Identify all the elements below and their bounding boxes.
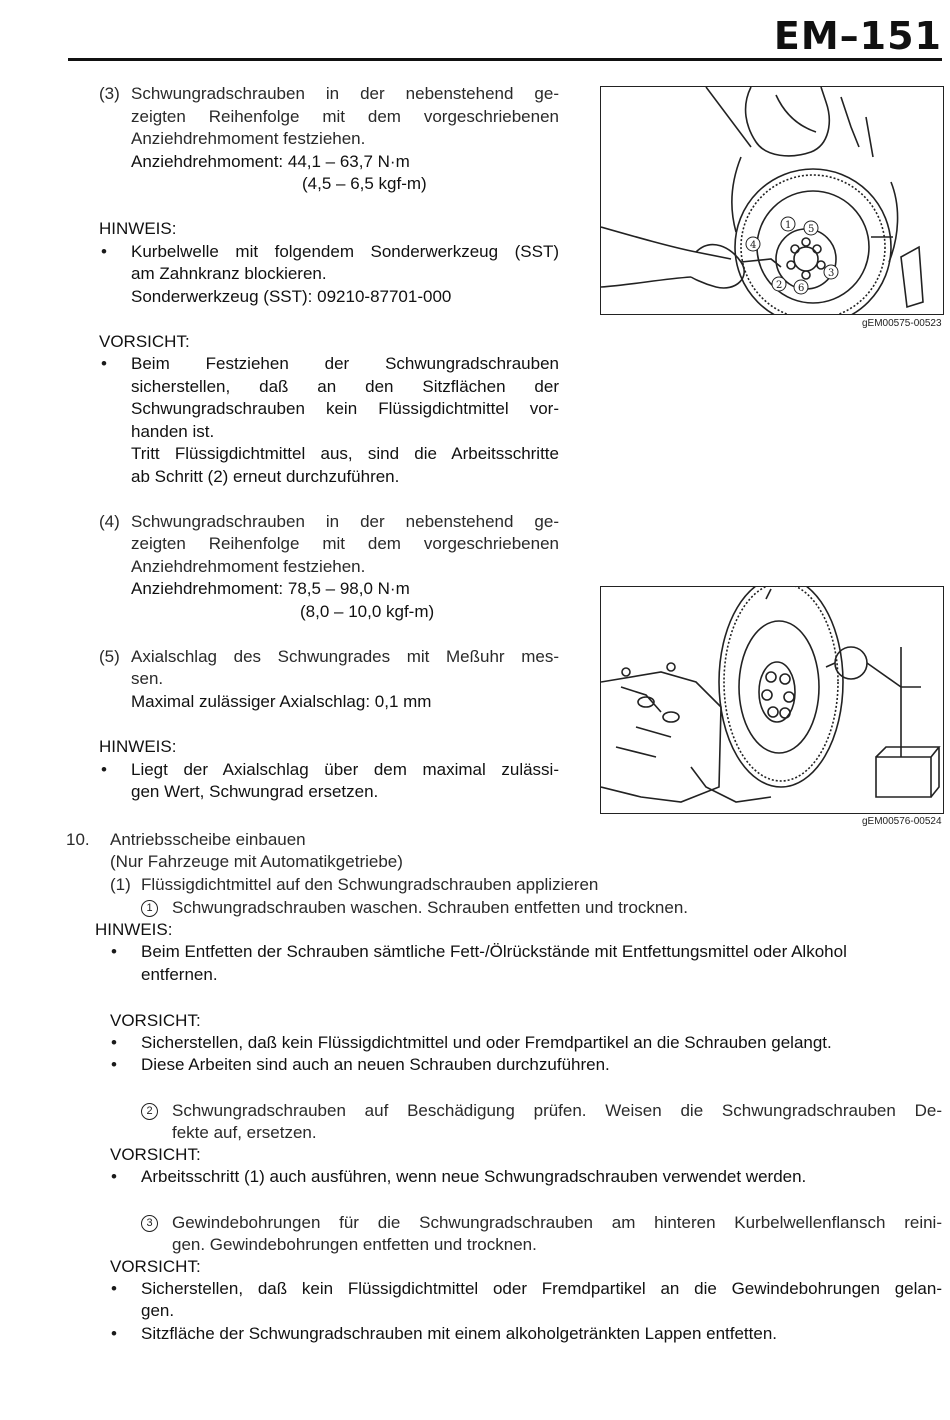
step4-torque-alt: (8,0 – 10,0 kgf-m) (300, 602, 435, 621)
figure-runout-measurement (600, 586, 944, 814)
note1-line2: am Zahnkranz blockieren. (131, 264, 327, 283)
s10-caution3-item2: Sitzfläche der Schwungradschrauben mit einem alkoholgetränkten Lappen entfetten. (141, 1324, 778, 1343)
s10-caution1-title: VORSICHT: (110, 1011, 201, 1030)
step3-line1: Schwungradschrauben in der nebenstehend ge- (131, 84, 559, 103)
step5-line1: Axialschlag des Schwungrades mit Meßuhr mes- (131, 647, 559, 666)
caution1-bullet: • (101, 354, 107, 373)
s10-note-title: HINWEIS: (95, 920, 173, 939)
s10-caution2-title: VORSICHT: (110, 1145, 201, 1164)
note1-line3: Sonderwerkzeug (SST): 09210-87701-000 (131, 287, 452, 306)
step4-line1: Schwungradschrauben in der nebenstehend ge- (131, 512, 559, 531)
step4-line3: Anziehdrehmoment festziehen. (131, 557, 366, 576)
caution1-line5: Tritt Flüssigdichtmittel aus, sind die Arbeitsschritte (131, 444, 559, 463)
caution1-line2: sicherstellen, daß an den Sitzflächen der (131, 377, 559, 396)
s10-step1-text: Flüssigdichtmittel auf den Schwungradschrauben applizieren (141, 875, 599, 894)
s10-caution3-bullet1: • (111, 1279, 117, 1298)
s10-step1-number: (1) (110, 875, 131, 894)
s10-caution1-bullet2: • (111, 1055, 117, 1074)
s10-caution2-bullet: • (111, 1167, 117, 1186)
sub2-line2: fekte auf, ersetzen. (172, 1123, 317, 1142)
sub3-marker: 3 (141, 1215, 158, 1232)
s10-note-line2: entfernen. (141, 965, 218, 984)
sub2-line1: Schwungradschrauben auf Beschädigung prüfen. Weisen die Schwungradschrauben De- (172, 1101, 942, 1120)
step4-torque: Anziehdrehmoment: 78,5 – 98,0 N·m (131, 579, 410, 598)
step5-limit: Maximal zulässiger Axialschlag: 0,1 mm (131, 692, 432, 711)
step3-number: (3) (99, 84, 120, 103)
s10-caution2-item1: Arbeitsschritt (1) auch ausführen, wenn neue Schwungradschrauben verwendet werden. (141, 1167, 807, 1186)
caution1-line3: Schwungradschrauben kein Flüssigdichtmittel vor- (131, 399, 559, 418)
s10-caution3-bullet2: • (111, 1324, 117, 1343)
step3-line2: zeigten Reihenfolge mit dem vorgeschriebenen (131, 107, 559, 126)
section10-number: 10. (66, 830, 90, 849)
s10-note-line1: Beim Entfetten der Schrauben sämtliche Fett-/Ölrückstände mit Entfettungsmittel oder Alkohol (141, 942, 847, 961)
marker-2: 2 (776, 280, 783, 291)
s10-caution3-item1-line1: Sicherstellen, daß kein Flüssigdichtmittel oder Fremdpartikel an die Gewindebohrungen gelan- (141, 1279, 942, 1298)
step5-number: (5) (99, 647, 120, 666)
section10-title: Antriebsscheibe einbauen (110, 830, 306, 849)
note1-line1: Kurbelwelle mit folgendem Sonderwerkzeug (SST) (131, 242, 559, 261)
s10-caution3-item1-line2: gen. (141, 1301, 175, 1320)
step5-line2: sen. (131, 669, 164, 688)
header-rule (68, 58, 942, 61)
figure-flywheel-tightening (600, 86, 944, 315)
caution1-line4: handen ist. (131, 422, 215, 441)
figure2-caption: gEM00576-00524 (862, 816, 942, 827)
caution1-line1: Beim Festziehen der Schwungradschrauben (131, 354, 559, 373)
step3-torque-alt: (4,5 – 6,5 kgf-m) (302, 174, 427, 193)
marker-1: 1 (785, 220, 792, 231)
caution1-title: VORSICHT: (99, 332, 190, 351)
sub3-line1: Gewindebohrungen für die Schwungradschrauben am hinteren Kurbelwellenflansch reini- (172, 1213, 942, 1232)
caution1-line6: ab Schritt (2) erneut durchzuführen. (131, 467, 400, 486)
step4-number: (4) (99, 512, 120, 531)
note2-line1: Liegt der Axialschlag über dem maximal zulässi- (131, 760, 559, 779)
flywheel-tightening-illustration (601, 87, 943, 314)
page-number: EM–151 (773, 14, 942, 58)
s10-caution1-item1: Sicherstellen, daß kein Flüssigdichtmittel und oder Fremdpartikel an die Schrauben gelangt. (141, 1033, 832, 1052)
section10-subtitle: (Nur Fahrzeuge mit Automatikgetriebe) (110, 852, 403, 871)
note2-line2: gen Wert, Schwungrad ersetzen. (131, 782, 379, 801)
sub1-text: Schwungradschrauben waschen. Schrauben entfetten und trocknen. (172, 898, 689, 917)
note1-title: HINWEIS: (99, 219, 177, 238)
s10-caution1-bullet1: • (111, 1033, 117, 1052)
runout-measurement-illustration (601, 587, 943, 813)
marker-6: 6 (798, 283, 805, 294)
s10-note-bullet: • (111, 942, 117, 961)
s10-caution3-title: VORSICHT: (110, 1257, 201, 1276)
step3-torque: Anziehdrehmoment: 44,1 – 63,7 N·m (131, 152, 410, 171)
sub2-marker: 2 (141, 1103, 158, 1120)
step4-line2: zeigten Reihenfolge mit dem vorgeschriebenen (131, 534, 559, 553)
step3-line3: Anziehdrehmoment festziehen. (131, 129, 366, 148)
sub3-line2: gen. Gewindebohrungen entfetten und trocknen. (172, 1235, 537, 1254)
note2-title: HINWEIS: (99, 737, 177, 756)
s10-caution1-item2: Diese Arbeiten sind auch an neuen Schrauben durchzuführen. (141, 1055, 610, 1074)
note1-bullet: • (101, 242, 107, 261)
marker-3: 3 (828, 268, 835, 279)
figure1-caption: gEM00575-00523 (862, 318, 942, 329)
note2-bullet: • (101, 760, 107, 779)
marker-5: 5 (808, 224, 815, 235)
sub1-marker: 1 (141, 900, 158, 917)
marker-4: 4 (750, 240, 757, 251)
